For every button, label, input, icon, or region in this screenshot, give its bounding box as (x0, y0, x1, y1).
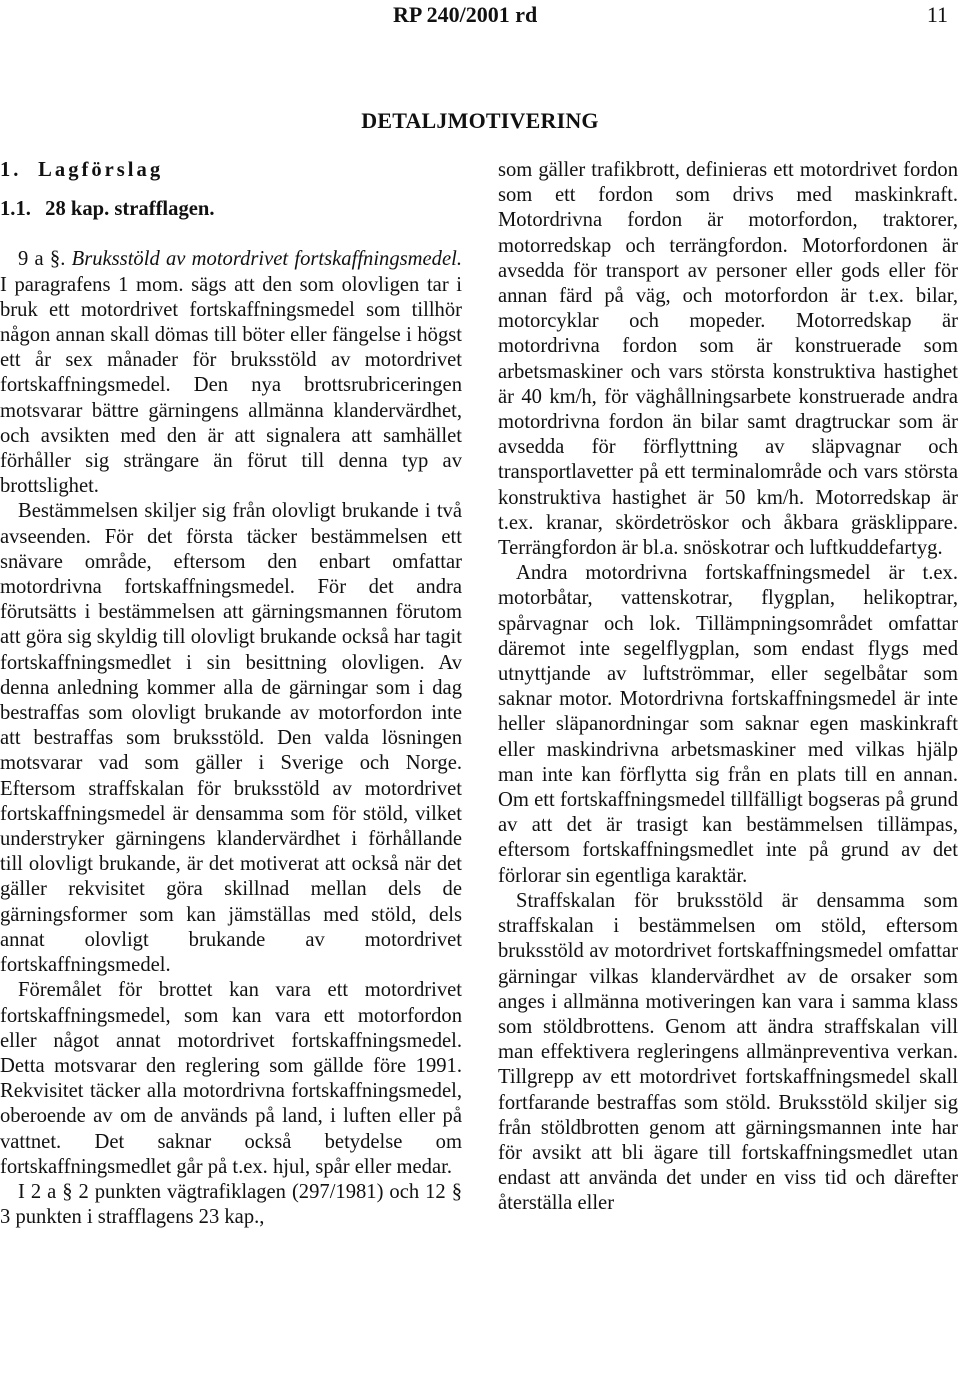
left-column (0, 158, 462, 1396)
paragraph-heading-italic: Bruksstöld av motordrivet fortskaffningsmedel. (71, 248, 462, 271)
subsection-title: 28 kap. strafflagen. (45, 198, 215, 221)
subsection-number: 1.1. (0, 198, 31, 221)
paragraph: Bestämmelsen skiljer sig från olovligt brukande i två avseenden. För det första täcker bestämmelsen ett snävare område, eftersom den enbart omfattar motordrivna fortskaffningsmedel. För det andra förutsätts i bestämmelsen att gärningsmannen förutom att göra sig skyldig till olovligt brukande också har tagit fortskaffningsmedlet i sin besittning olovligen. Av denna anledning kommer alla de gärningar som i dag bestraffas som olovligt brukande av motorfordon inte att bestraffas som bruksstöld. Den valda lösningen motsvarar vad som gäller i Sverige och Norge. Eftersom straffskalan för bruksstöld av motordrivet fortskaffningsmedel är densamma som för stöld, vilket understryker gärningens klandervärdhet i förhållande till olovligt brukande, är det motiverat att också när det gäller rekvisitet göra skillnad mellan dels de gärningsformer som kan jämställas med stöld, dels annat olovligt brukande av motordrivet fortskaffningsmedel. (0, 500, 462, 977)
page-header (0, 0, 960, 30)
paragraph: I 2 a § 2 punkten vägtrafiklagen (297/1981) och 12 § 3 punkten i strafflagens 23 kap., (0, 1180, 462, 1229)
paragraph-text: I paragrafens 1 mom. sägs att den som olovligen tar i bruk ett motordrivet fortskaffningsmedel som tillhör någon annan skall dömas till böter eller fängelse i högst ett år sex månader för bruksstöld av motordrivet fortskaffningsmedel. Den nya brottsrubriceringen motsvarar bättre gärningens allmänna klandervärdhet, och avsikten med den är att signalera att samhället förhåller sig strängare än förut till denna typ av brottslighet. (0, 273, 462, 498)
main-title: DETALJMOTIVERING (361, 108, 599, 133)
paragraph: Föremålet för brottet kan vara ett motordrivet fortskaffningsmedel, som kan vara ett motorfordon eller något annat motordrivet fortskaffningsmedel. Detta motsvarar den reglering som gällde före 1991. Rekvisitet täcker alla motordrivna fortskaffningsmedel, oberoende av om de används på land, i luften eller på vattnet. Det saknar också betydelse om fortskaffningsmedlet går på t.ex. hjul, spår eller medar. (0, 979, 462, 1178)
right-column (498, 158, 958, 1396)
paragraph: som gäller trafikbrott, definieras ett motordrivet fordon som ett fordon som drivs med maskinkraft. Motordrivna fordon är motorfordon, traktorer, motorredskap och terrängfordon. Motorfordonen är avsedda för transport av personer eller gods eller för annan färd på väg, och motorfordon är t.ex. bilar, motorcyklar och mopeder. Motorredskap är motordrivna fordon som är konstruerade som arbetsmaskiner och vars största konstruktiva hastighet är 40 km/h, för väghållningsarbete konstruerade andra motordrivna fordon än bilar samt dragtruckar som är avsedda för förflyttning av släpvagnar och transportlavetter på ett terminalområde och vars största konstruktiva hastighet är 50 km/h. Motorredskap är t.ex. kranar, skördetröskor och åkbara gräsklippare. Terrängfordon är bl.a. snöskotrar och luftkuddefartyg. (498, 159, 958, 560)
section-title: Lagförslag (38, 159, 164, 181)
section-heading (0, 158, 462, 183)
paragraph-lead: 9 a §. (18, 248, 66, 271)
document-reference: RP 240/2001 rd (393, 2, 538, 27)
paragraph (0, 247, 462, 499)
paragraph: Straffskalan för bruksstöld är densamma som straffskalan i bestämmelsen om stöld, eftersom bruksstöld av motordrivet fortskaffningsmedel omfattar gärningar vilkas klandervärdhet av de orsaker som anges i allmänna motiveringen kan vara i samma klass som stöldbrottens. Genom att ändra straffskalan vill man effektivera regleringens allmänpreventiva verkan. Tillgrepp av ett motordrivet fortskaffningsmedel skall fortfarande bestraffas som stöld. Bruksstöld skiljer sig från stöldbrotten genom att gärningsmannen inte har för avsikt att bli ägare till fortskaffningsmedlet utan endast att använda det under en viss tid och därefter återställa eller (498, 889, 958, 1215)
page-number: 11 (926, 2, 948, 27)
paragraph: Andra motordrivna fortskaffningsmedel är t.ex. motorbåtar, vattenskotrar, flygplan, helikoptrar, spårvagnar och lok. Tillämpningsområdet omfattar däremot inte segelflygplan, som endast flygs med utnyttjande av luftströmmar, eller segelbåtar som saknar motor. Motordrivna fortskaffningsmedel är inte heller släpanordningar som saknar egen maskinkraft eller maskindrivna arbetsmaskiner med vilkas hjälp man inte kan förflytta sig från en plats till en annan. Om ett fortskaffningsmedel tillfälligt bogseras på grund av att det är trasigt kan bestämmelsen tillämpas, eftersom fortskaffningsmedlet inte på grund av det förlorar sin egentliga karaktär. (498, 562, 958, 887)
subsection-heading (0, 197, 462, 222)
section-number: 1. (0, 159, 22, 181)
